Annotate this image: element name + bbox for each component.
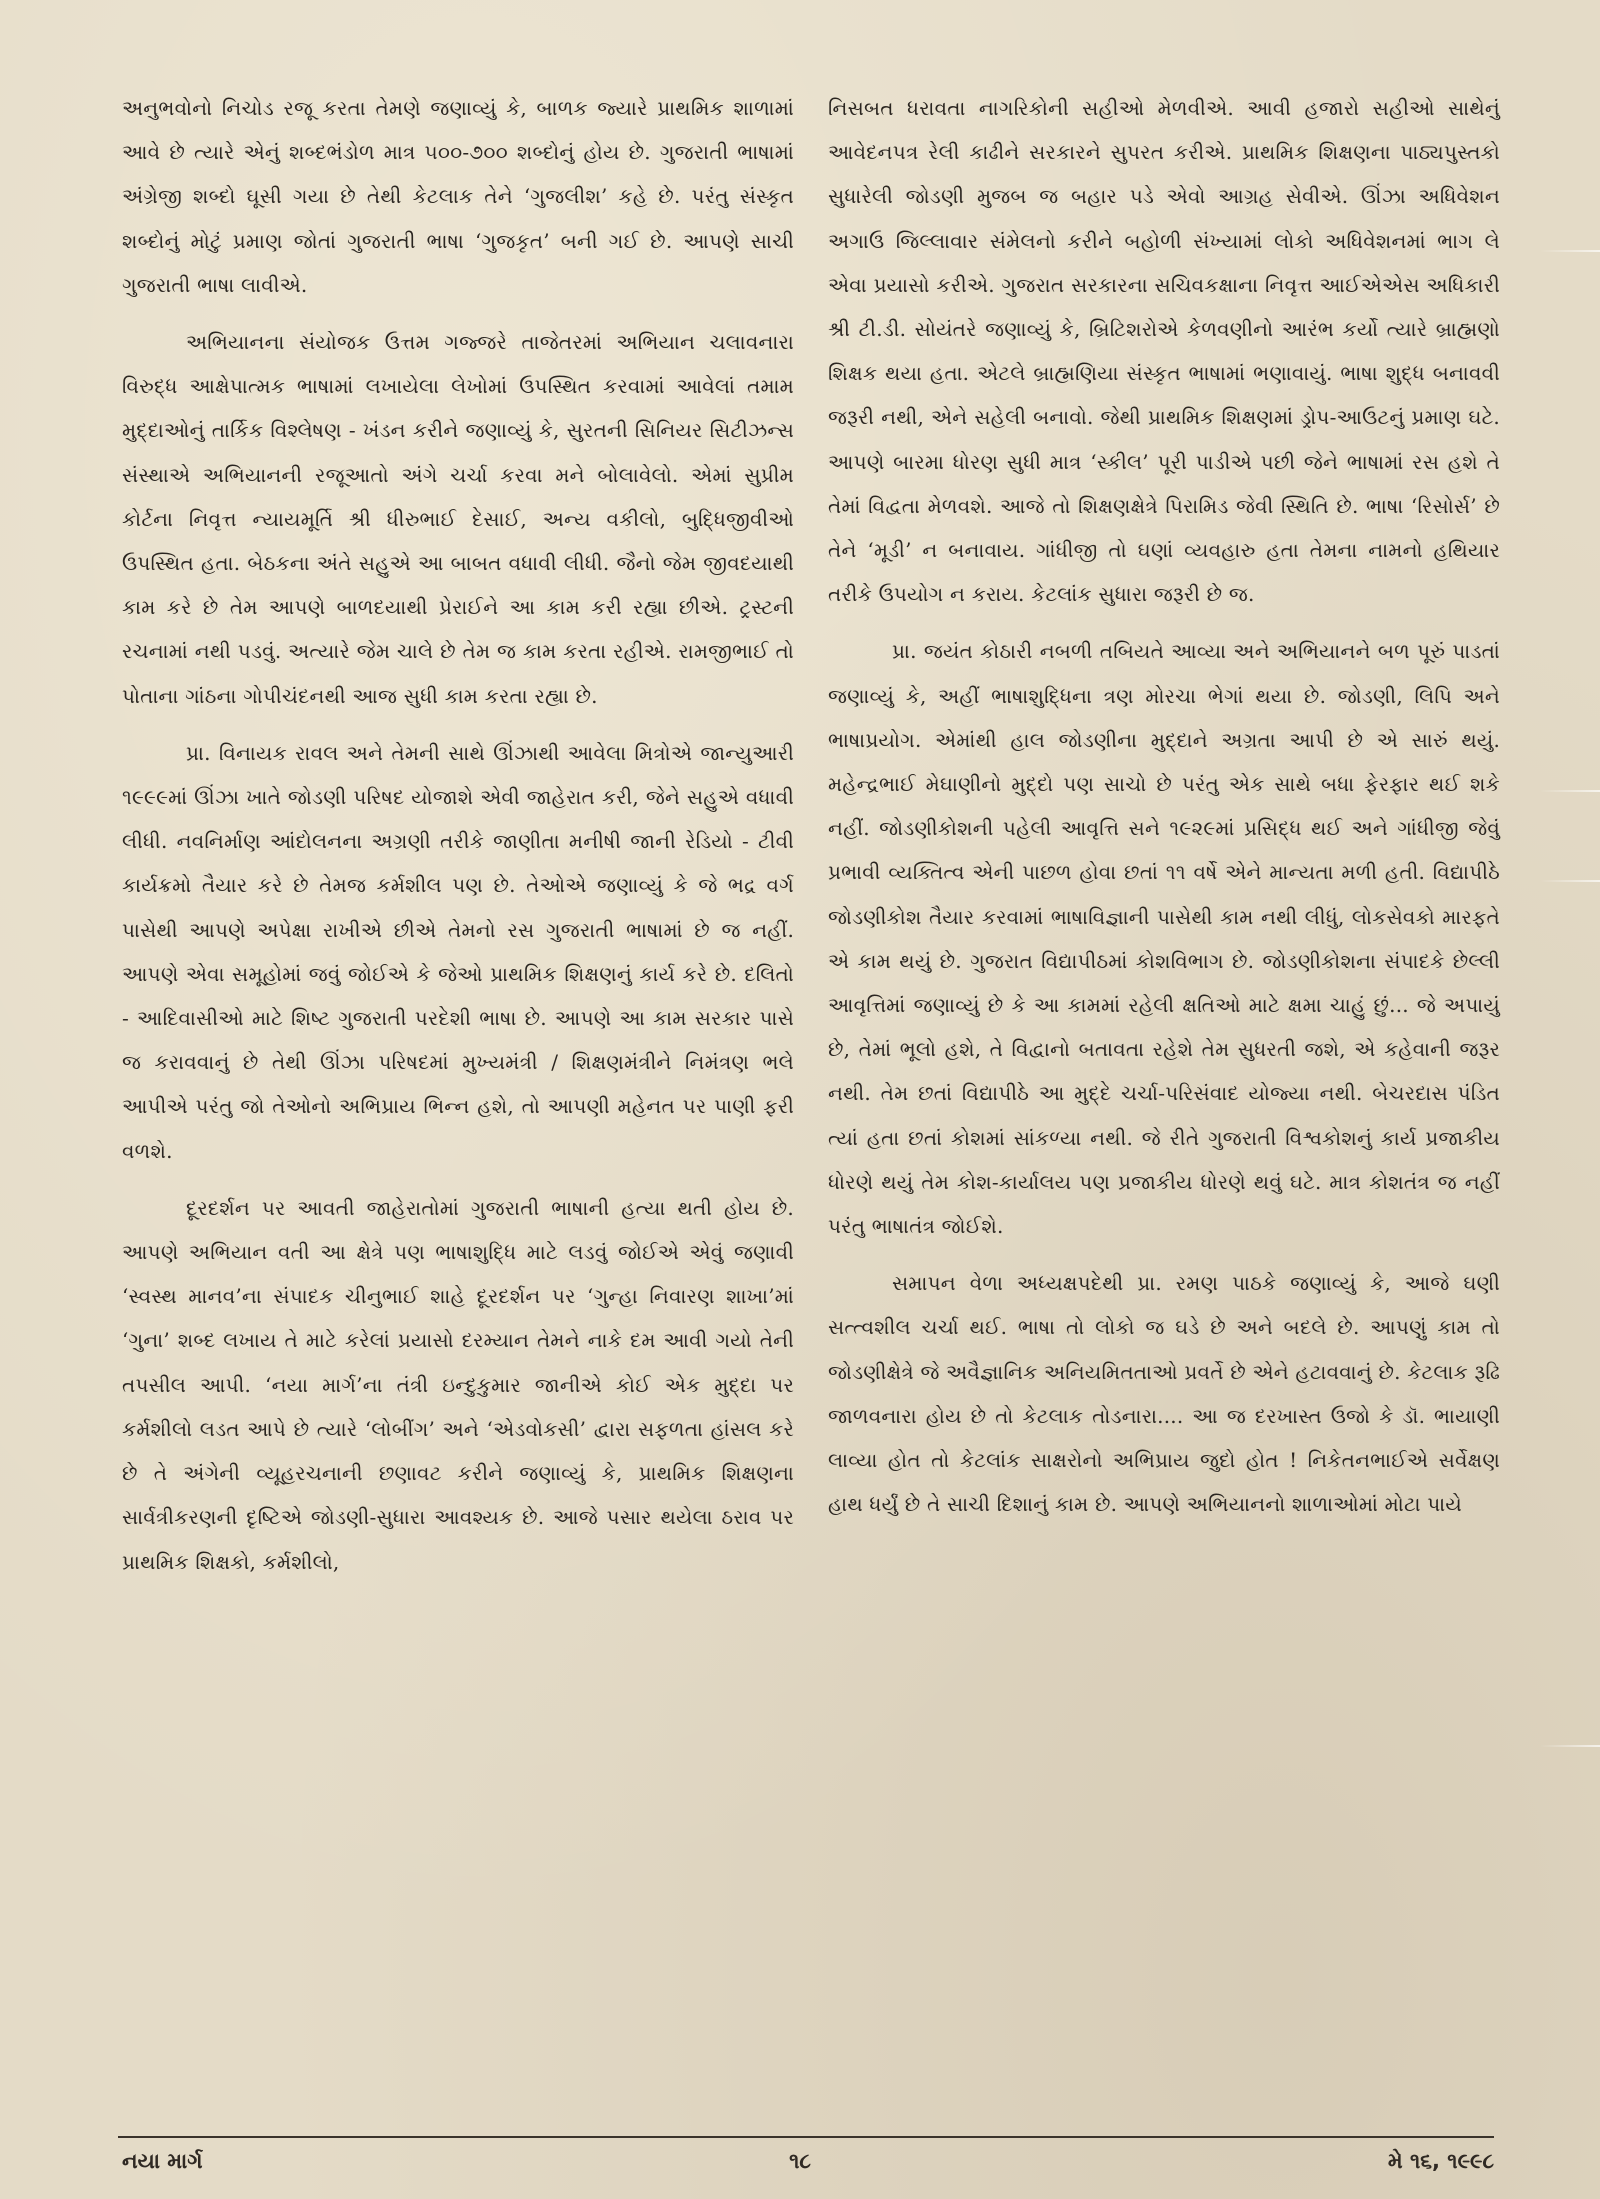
- left-paragraph-3: પ્રા. વિનાયક રાવલ અને તેમની સાથે ઊંઝાથી આવેલા મિત્રોએ જાન્યુઆરી ૧૯૯૯માં ઊંઝા ખાતે જોડણી પરિષદ યોજાશે એવી જાહેરાત કરી, જેને સહુએ વધાવી લીધી. નવનિર્માણ આંદોલનના અગ્રણી તરીકે જાણીતા મનીષી જાની રેડિયો - ટીવી કાર્યક્રમો તૈયાર કરે છે તેમજ કર્મશીલ પણ છે. તેઓએ જણાવ્યું કે જે ભદ્ર વર્ગ પાસેથી આપણે અપેક્ષા રાખીએ છીએ તેમનો રસ ગુજરાતી ભાષામાં છે જ નહીં. આપણે એવા સમૂહોમાં જવું જોઈએ કે જેઓ પ્રાથમિક શિક્ષણનું કાર્ય કરે છે. દલિતો - આદિવાસીઓ માટે શિષ્ટ ગુજરાતી પરદેશી ભાષા છે. આપણે આ કામ સરકાર પાસે જ કરાવવાનું છે તેથી ઊંઝા પરિષદમાં મુખ્યમંત્રી / શિક્ષણમંત્રીને નિમંત્રણ ભલે આપીએ પરંતુ જો તેઓનો અભિપ્રાય ભિન્ન હશે, તો આપણી મહેનત પર પાણી ફરી વળશે.: [122, 740, 794, 1163]
- footer-divider: [118, 2136, 1494, 2138]
- left-text-column: [122, 86, 794, 1597]
- footer-issue-date: મે ૧૬, ૧૯૯૮: [1387, 2149, 1494, 2173]
- left-paragraph-1: અનુભવોનો નિચોડ રજૂ કરતા તેમણે જણાવ્યું કે, બાળક જ્યારે પ્રાથમિક શાળામાં આવે છે ત્યારે એનું શબ્દભંડોળ માત્ર ૫૦૦-૭૦૦ શબ્દોનું હોય છે. ગુજરાતી ભાષામાં અંગ્રેજી શબ્દો ઘૂસી ગયા છે તેથી કેટલાક તેને ‘ગુજલીશ’ કહે છે. પરંતુ સંસ્કૃત શબ્દોનું મોટું પ્રમાણ જોતાં ગુજરાતી ભાષા ‘ગુજકૃત’ બની ગઈ છે. આપણે સાચી ગુજરાતી ભાષા લાવીએ.: [122, 96, 794, 297]
- left-paragraph-2: અભિયાનના સંયોજક ઉત્તમ ગજ્જરે તાજેતરમાં અભિયાન ચલાવનારા વિરુદ્ધ આક્ષેપાત્મક ભાષામાં લખાયેલા લેખોમાં ઉપસ્થિત કરવામાં આવેલાં તમામ મુદ્દાઓનું તાર્કિક વિશ્લેષણ - ખંડન કરીને જણાવ્યું કે, સુરતની સિનિયર સિટીઝન્સ સંસ્થાએ અભિયાનની રજૂઆતો અંગે ચર્ચા કરવા મને બોલાવેલો. એમાં સુપ્રીમ કોર્ટના નિવૃત્ત ન્યાયમૂર્તિ શ્રી ધીરુભાઈ દેસાઈ, અન્ય વકીલો, બુદ્ધિજીવીઓ ઉપસ્થિત હતા. બેઠકના અંતે સહુએ આ બાબત વધાવી લીધી. જૈનો જેમ જીવદયાથી કામ કરે છે તેમ આપણે બાળદયાથી પ્રેરાઈને આ કામ કરી રહ્યા છીએ. ટ્રસ્ટની રચનામાં નથી પડવું. અત્યારે જેમ ચાલે છે તેમ જ કામ કરતા રહીએ. રામજીભાઈ તો પોતાના ગાંઠના ગોપીચંદનથી આજ સુધી કામ કરતા રહ્યા છે.: [122, 330, 794, 708]
- footer-page-number: ૧૮: [789, 2149, 811, 2173]
- right-paragraph-2: પ્રા. જયંત કોઠારી નબળી તબિયતે આવ્યા અને અભિયાનને બળ પૂરું પાડતાં જણાવ્યું કે, અહીં ભાષાશુદ્ધિના ત્રણ મોરચા ભેગાં થયા છે. જોડણી, લિપિ અને ભાષાપ્રયોગ. એમાંથી હાલ જોડણીના મુદ્દાને અગ્રતા આપી છે એ સારું થયું. મહેન્દ્રભાઈ મેઘાણીનો મુદ્દો પણ સાચો છે પરંતુ એક સાથે બધા ફેરફાર થઈ શકે નહીં. જોડણીકોશની પહેલી આવૃત્તિ સને ૧૯૨૯માં પ્રસિદ્ધ થઈ અને ગાંધીજી જેવું પ્રભાવી વ્યક્તિત્વ એની પાછળ હોવા છતાં ૧૧ વર્ષે એને માન્યતા મળી હતી. વિદ્યાપીઠે જોડણીકોશ તૈયાર કરવામાં ભાષાવિજ્ઞાની પાસેથી કામ નથી લીધું, લોકસેવકો મારફતે એ કામ થયું છે. ગુજરાત વિદ્યાપીઠમાં કોશવિભાગ છે. જોડણીકોશના સંપાદકે છેલ્લી આવૃત્તિમાં જણાવ્યું છે કે આ કામમાં રહેલી ક્ષતિઓ માટે ક્ષમા ચાહું છું... જે અપાયું છે, તેમાં ભૂલો હશે, તે વિદ્વાનો બતાવતા રહેશે તેમ સુધરતી જશે, એ કહેવાની જરૂર નથી. તેમ છતાં વિદ્યાપીઠે આ મુદ્દે ચર્ચા-પરિસંવાદ યોજ્યા નથી. બેચરદાસ પંડિત ત્યાં હતા છતાં કોશમાં સાંકળ્યા નથી. જે રીતે ગુજરાતી વિશ્વકોશનું કાર્ય પ્રજાકીય ધોરણે થયું તેમ કોશ-કાર્યાલય પણ પ્રજાકીય ધોરણે થવું ઘટે. માત્ર કોશતંત્ર જ નહીં પરંતુ ભાષાતંત્ર જોઈશે.: [828, 639, 1500, 1239]
- paper-crease-mark: [1540, 1745, 1600, 1747]
- right-paragraph-1: નિસબત ધરાવતા નાગરિકોની સહીઓ મેળવીએ. આવી હજારો સહીઓ સાથેનું આવેદનપત્ર રેલી કાઢીને સરકારને સુપરત કરીએ. પ્રાથમિક શિક્ષણના પાઠ્યપુસ્તકો સુધારેલી જોડણી મુજબ જ બહાર પડે એવો આગ્રહ સેવીએ. ઊંઝા અધિવેશન અગાઉ જિલ્લાવાર સંમેલનો કરીને બહોળી સંખ્યામાં લોકો અધિવેશનમાં ભાગ લે એવા પ્રયાસો કરીએ. ગુજરાત સરકારના સચિવકક્ષાના નિવૃત્ત આઈએએસ અધિકારી શ્રી ટી.ડી. સોયંતરે જણાવ્યું કે, બ્રિટિશરોએ કેળવણીનો આરંભ કર્યો ત્યારે બ્રાહ્મણો શિક્ષક થયા હતા. એટલે બ્રાહ્મણિયા સંસ્કૃત ભાષામાં ભણાવાયું. ભાષા શુદ્ધ બનાવવી જરૂરી નથી, એને સહેલી બનાવો. જેથી પ્રાથમિક શિક્ષણમાં ડ્રોપ-આઉટનું પ્રમાણ ઘટે. આપણે બારમા ધોરણ સુધી માત્ર ‘સ્કીલ’ પૂરી પાડીએ પછી જેને ભાષામાં રસ હશે તે તેમાં વિદ્વતા મેળવશે. આજે તો શિક્ષણક્ષેત્રે પિરામિડ જેવી સ્થિતિ છે. ભાષા ‘રિસોર્સ’ છે તેને ‘મૂડી’ ન બનાવાય. ગાંધીજી તો ઘણાં વ્યવહારુ હતા તેમના નામનો હથિયાર તરીકે ઉપયોગ ન કરાય. કેટલાંક સુધારા જરૂરી છે જ.: [828, 96, 1500, 607]
- right-paragraph-3: સમાપન વેળા અધ્યક્ષપદેથી પ્રા. રમણ પાઠકે જણાવ્યું કે, આજે ઘણી સત્ત્વશીલ ચર્ચા થઈ. ભાષા તો લોકો જ ઘડે છે અને બદલે છે. આપણું કામ તો જોડણીક્ષેત્રે જે અવૈજ્ઞાનિક અનિયમિતતાઓ પ્રવર્તે છે એને હટાવવાનું છે. કેટલાક રૂઢિ જાળવનારા હોય છે તો કેટલાક તોડનારા.... આ જ દરખાસ્ત ઉજો કે ડૉ. ભાયાણી લાવ્યા હોત તો કેટલાંક સાક્ષરોનો અભિપ્રાય જુદો હોત ! નિકેતનભાઈએ સર્વેક્ષણ હાથ ધર્યું છે તે સાચી દિશાનું કામ છે. આપણે અભિયાનનો શાળાઓમાં મોટા પાયે: [828, 1271, 1500, 1517]
- paper-crease-mark: [1540, 880, 1600, 882]
- paper-crease-mark: [1540, 790, 1600, 792]
- paper-crease-mark: [1540, 250, 1600, 252]
- footer-publication-name: નયા માર્ગ: [122, 2149, 203, 2173]
- right-text-column: [828, 86, 1500, 1540]
- left-paragraph-4: દૂરદર્શન પર આવતી જાહેરાતોમાં ગુજરાતી ભાષાની હત્યા થતી હોય છે. આપણે અભિયાન વતી આ ક્ષેત્રે પણ ભાષાશુદ્ધિ માટે લડવું જોઈએ એવું જણાવી ‘સ્વસ્થ માનવ’ના સંપાદક ચીનુભાઈ શાહે દૂરદર્શન પર ‘ગુન્હા નિવારણ શાખા’માં ‘ગુના’ શબ્દ લખાય તે માટે કરેલાં પ્રયાસો દરમ્યાન તેમને નાકે દમ આવી ગયો તેની તપસીલ આપી. ‘નયા માર્ગ’ના તંત્રી ઇન્દુકુમાર જાનીએ કોઈ એક મુદ્દા પર કર્મશીલો લડત આપે છે ત્યારે ‘લોબીંગ’ અને ‘એડવોકસી’ દ્વારા સફળતા હાંસલ કરે છે તે અંગેની વ્યૂહરચનાની છણાવટ કરીને જણાવ્યું કે, પ્રાથમિક શિક્ષણના સાર્વત્રીકરણની દૃષ્ટિએ જોડણી-સુધારા આવશ્યક છે. આજે પસાર થયેલા ઠરાવ પર પ્રાથમિક શિક્ષકો, કર્મશીલો,: [122, 1195, 794, 1574]
